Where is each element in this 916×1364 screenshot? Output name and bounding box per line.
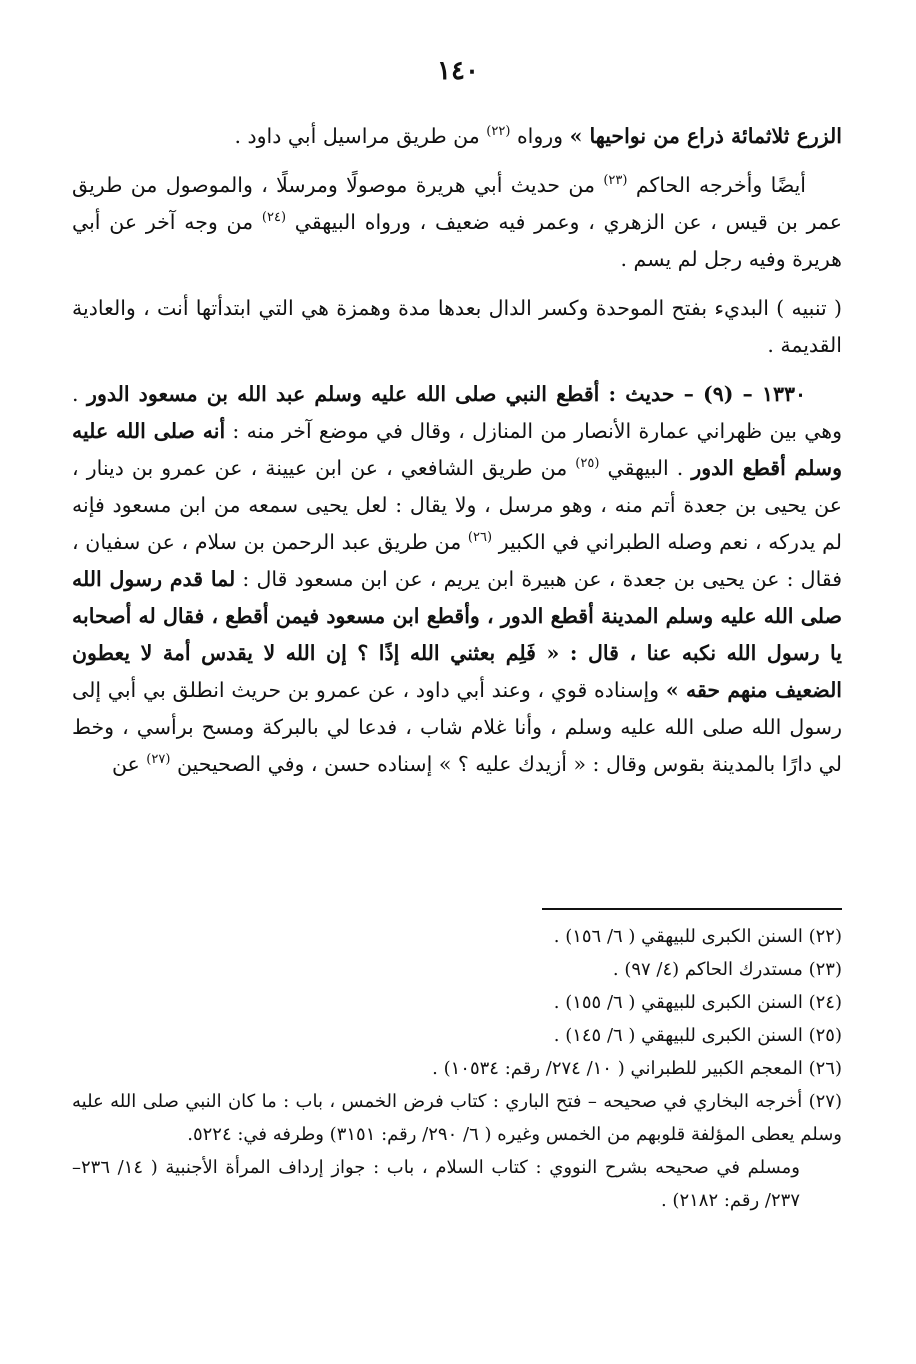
footnote-divider bbox=[542, 908, 842, 910]
footnote-23: (٢٣) مستدرك الحاكم (٤/ ٩٧) . bbox=[612, 959, 842, 980]
text-run: ورواه bbox=[510, 124, 570, 148]
text-run: من حديث أبي هريرة موصولًا ومرسلًا ، والموصول من طريق عمر بن قيس ، عن الزهري ، وعمر فيه ضعيف ، ورواه البيهقي bbox=[72, 173, 842, 234]
text-run: . وهي بين ظهراني عمارة الأنصار من المنازل ، وقال في موضع آخر منه : bbox=[72, 382, 843, 443]
footnote-27-continuation: ومسلم في صحيحه بشرح النووي : كتاب السلام ، باب : جواز إرداف المرأة الأجنبية ( ١٤/ ٢٣٦– ٢٣٧/ رقم: ٢١٨٢) . bbox=[72, 1157, 800, 1211]
footnote-ref: (٢٢) bbox=[486, 124, 511, 140]
footnote-ref: (٢٥) bbox=[575, 456, 600, 472]
text-run: وإسناده قوي ، وعند أبي داود ، عن عمرو بن حريث انطلق بي أبي إلى رسول الله صلى الله عليه وسلم ، وأنا غلام شاب ، فدعا لي بالبركة ومسح برأسي ، وخط لي دارًا بالمدينة بقوس وقال : « أزيدك عليه ؟ » إسناده حسن ، وفي الصحيحين bbox=[72, 678, 842, 776]
footnotes-section bbox=[72, 908, 842, 1217]
paragraph-4-hadith bbox=[72, 376, 842, 783]
footnote-22: (٢٢) السنن الكبرى للبيهقي ( ٦/ ١٥٦) . bbox=[553, 926, 842, 947]
footnote-ref: (٢٧) bbox=[146, 752, 171, 768]
footnote-ref: (٢٤) bbox=[261, 210, 287, 226]
bold-hadith-text: لما قدم رسول الله صلى الله عليه وسلم المدينة أقطع الدور ، وأقطع ابن مسعود فيمن أقطع ، فقال له أصحابه يا رسول الله نكبه عنا ، قال : « فَلِم بعثني الله إذًا ؟ إن الله لا يقدس أمة لا يعطون الضعيف منهم حقه » bbox=[72, 567, 843, 702]
page-number: ١٤٠ bbox=[437, 56, 479, 86]
paragraph-2 bbox=[72, 167, 842, 278]
main-text bbox=[72, 118, 842, 783]
footnote-ref: (٢٣) bbox=[603, 173, 628, 189]
bold-hadith-text: أنه صلى الله عليه وسلم أقطع الدور bbox=[72, 419, 842, 480]
text-run: من طريق عبد الرحمن بن سلام ، عن سفيان ، فقال : عن يحيى بن جعدة ، عن هبيرة ابن يريم ، عن ابن مسعود قال : bbox=[72, 530, 842, 591]
bold-hadith-text: الزرع ثلاثمائة ذراع من نواحيها » bbox=[569, 124, 842, 148]
text-run: عن bbox=[111, 752, 147, 776]
hadith-heading: ١٣٣٠ – (٩) – حديث : أقطع النبي صلى الله عليه وسلم عبد الله بن مسعود الدور bbox=[87, 382, 806, 406]
footnote-27: (٢٧) أخرجه البخاري في صحيحه – فتح الباري : كتاب فرض الخمس ، باب : ما كان النبي صلى الله عليه وسلم يعطى المؤلفة قلوبهم من الخمس وغيره ( ٦/ ٢٩٠/ رقم: ٣١٥١) وطرفه في: ٥٢٢٤. bbox=[72, 1091, 842, 1145]
text-run: . البيهقي bbox=[599, 456, 692, 480]
text-run: أيضًا وأخرجه الحاكم bbox=[627, 173, 806, 197]
paragraph-1 bbox=[72, 118, 842, 155]
paragraph-3-note bbox=[72, 290, 842, 364]
text-run: من وجه آخر عن أبي هريرة وفيه رجل لم يسم . bbox=[72, 210, 842, 271]
footnote-24: (٢٤) السنن الكبرى للبيهقي ( ٦/ ١٥٥) . bbox=[553, 992, 842, 1013]
footnote-26: (٢٦) المعجم الكبير للطبراني ( ١٠/ ٢٧٤/ رقم: ١٠٥٣٤) . bbox=[432, 1058, 842, 1079]
text-run: من طريق الشافعي ، عن ابن عيينة ، عن عمرو بن دينار ، عن يحيى بن جعدة أتم منه ، وهو مرسل ، ولا يقال : لعل يحيى سمعه من ابن مسعود فإنه لم يدركه ، نعم وصله الطبراني في الكبير bbox=[72, 456, 842, 554]
text-run: ( تنبيه ) البديء بفتح الموحدة وكسر الدال بعدها مدة وهمزة هي التي ابتدأتها أنت ، والعادية القديمة . bbox=[72, 296, 842, 357]
text-run: من طريق مراسيل أبي داود . bbox=[234, 124, 487, 148]
footnote-25: (٢٥) السنن الكبرى للبيهقي ( ٦/ ١٤٥) . bbox=[553, 1025, 842, 1046]
footnote-ref: (٢٦) bbox=[467, 530, 493, 546]
